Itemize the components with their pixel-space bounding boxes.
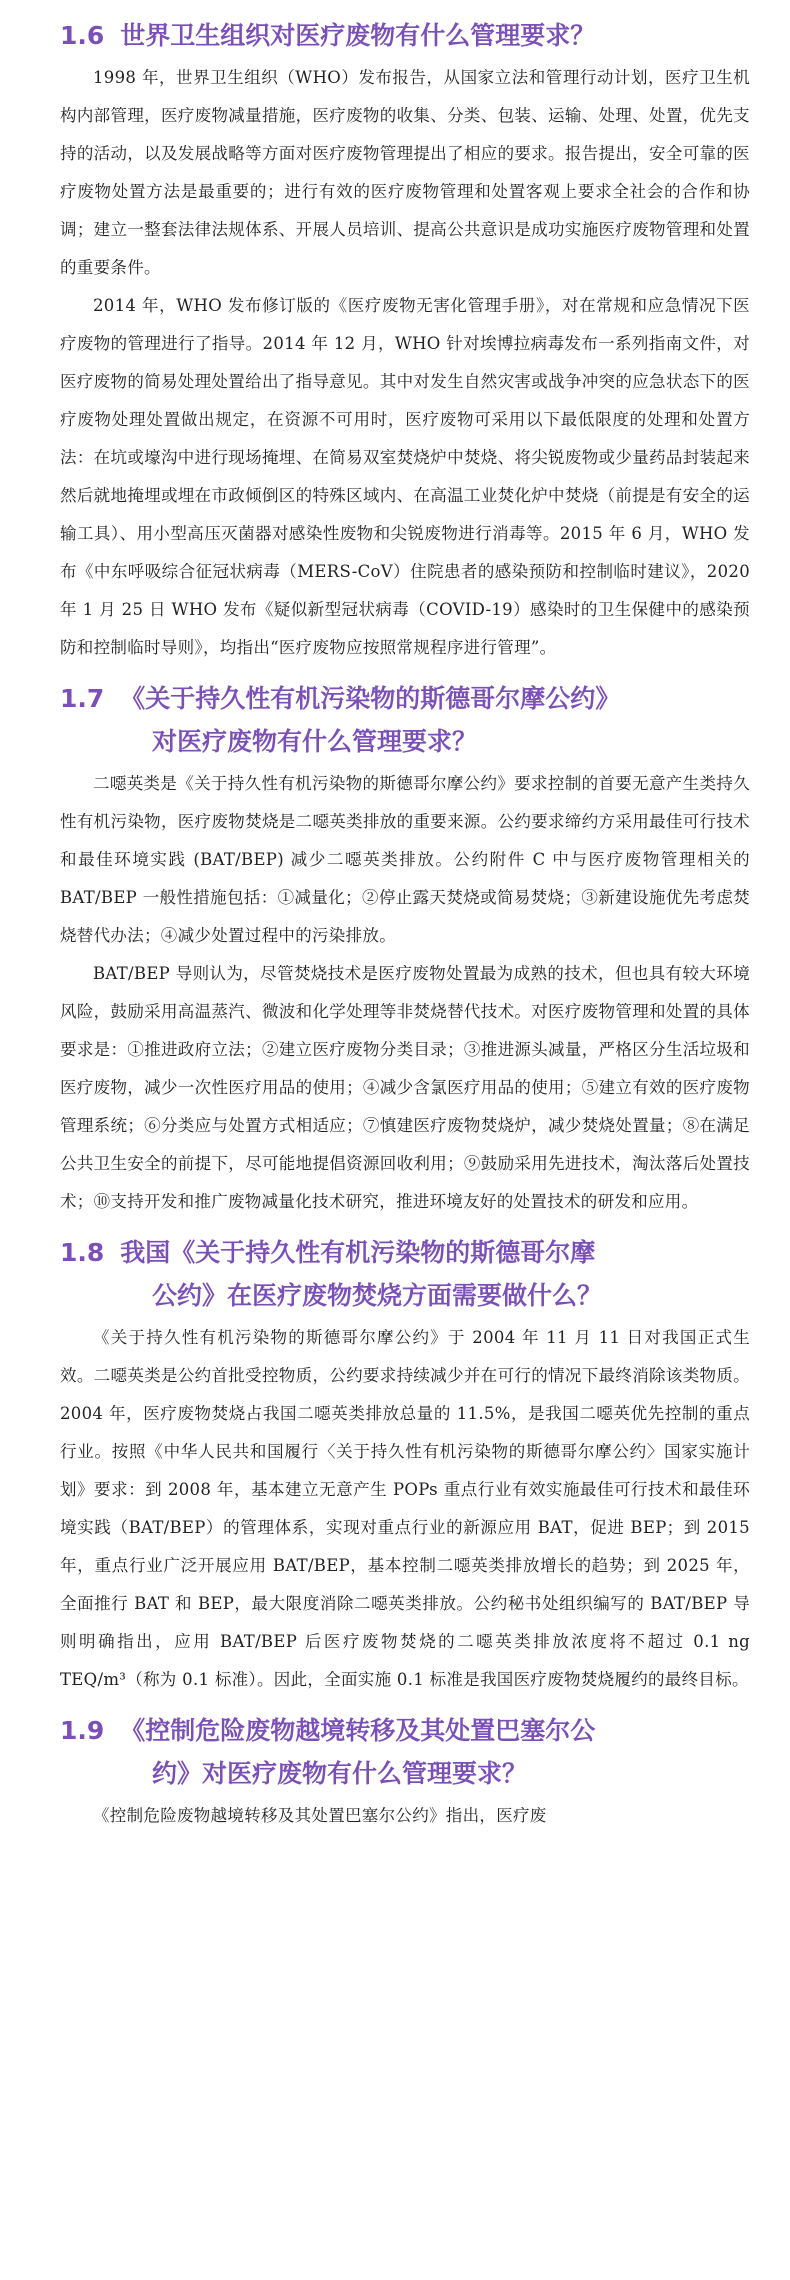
section-title-line1: 我国《关于持久性有机污染物的斯德哥尔摩 [120, 1238, 596, 1267]
section-number: 1.9 [60, 1716, 105, 1745]
section-title-line2: 公约》在医疗废物焚烧方面需要做什么？ [152, 1281, 603, 1310]
section-heading [60, 1705, 750, 1797]
paragraph: 《控制危险废物越境转移及其处置巴塞尔公约》指出，医疗废 [93, 1806, 547, 1825]
paragraph: 2014 年，WHO 发布修订版的《医疗废物无害化管理手册》，对在常规和应急情况下医疗废物的管理进行了指导。2014 年 12 月，WHO 针对埃博拉病毒发布一系列指南文件，对医疗废物的简易处理处置给出了指导意见。其中对发生自然灾害或战争冲突的应急状态下的医疗废物处理处置做出规定，在资源不可用时，医疗废物可采用以下最低限度的处理和处置方法：在坑或壕沟中进行现场掩埋、在简易双室焚烧炉中焚烧、将尖锐废物或少量药品封装起来然后就地掩埋或埋在市政倾倒区的特殊区域内、在高温工业焚化炉中焚烧（前提是有安全的运输工具）、用小型高压灭菌器对感染性废物和尖锐废物进行消毒等。2015 年 6 月，WHO 发布《中东呼吸综合征冠状病毒（MERS-CoV）住院患者的感染预防和控制临时建议》，2020 年 1 月 25 日 WHO 发布《疑似新型冠状病毒（COVID-19）感染时的卫生保健中的感染预防和控制临时导则》，均指出“医疗废物应按照常规程序进行管理”。 [60, 296, 750, 657]
section-heading [60, 1227, 750, 1319]
section-heading [60, 10, 750, 59]
section-heading [60, 673, 750, 765]
paragraph: BAT/BEP 导则认为，尽管焚烧技术是医疗废物处置最为成熟的技术，但也具有较大环境风险，鼓励采用高温蒸汽、微波和化学处理等非焚烧替代技术。对医疗废物管理和处置的具体要求是：①推进政府立法；②建立医疗废物分类目录；③推进源头减量，严格区分生活垃圾和医疗废物，减少一次性医疗用品的使用；④减少含氯医疗用品的使用；⑤建立有效的医疗废物管理系统；⑥分类应与处置方式相适应；⑦慎建医疗废物焚烧炉，减少焚烧处置量；⑧在满足公共卫生安全的前提下，尽可能地提倡资源回收利用；⑨鼓励采用先进技术，淘汰落后处置技术；⑩支持开发和推广废物减量化技术研究，推进环境友好的处置技术的研发和应用。 [60, 964, 750, 1211]
section-1-8 [60, 1227, 750, 1699]
section-number: 1.8 [60, 1238, 105, 1267]
section-1-7 [60, 673, 750, 1221]
section-1-9 [60, 1705, 750, 1835]
section-1-6 [60, 10, 750, 667]
paragraph: 二噁英类是《关于持久性有机污染物的斯德哥尔摩公约》要求控制的首要无意产生类持久性有机污染物，医疗废物焚烧是二噁英类排放的重要来源。公约要求缔约方采用最佳可行技术和最佳环境实践 (BAT/BEP) 减少二噁英类排放。公约附件 C 中与医疗废物管理相关的 BAT/BEP 一般性措施包括：①减量化；②停止露天焚烧或简易焚烧；③新建设施优先考虑焚烧替代办法；④减少处置过程中的污染排放。 [60, 774, 750, 945]
paragraph: 《关于持久性有机污染物的斯德哥尔摩公约》于 2004 年 11 月 11 日对我国正式生效。二噁英类是公约首批受控物质，公约要求持续减少并在可行的情况下最终消除该类物质。2004 年，医疗废物焚烧占我国二噁英类排放总量的 11.5%，是我国二噁英优先控制的重点行业。按照《中华人民共和国履行〈关于持久性有机污染物的斯德哥尔摩公约〉国家实施计划》要求：到 2008 年，基本建立无意产生 POPs 重点行业有效实施最佳可行技术和最佳环境实践（BAT/BEP）的管理体系，实现对重点行业的新源应用 BAT，促进 BEP；到 2015 年，重点行业广泛开展应用 BAT/BEP，基本控制二噁英类排放增长的趋势；到 2025 年，全面推行 BAT 和 BEP，最大限度消除二噁英类排放。公约秘书处组织编写的 BAT/BEP 导则明确指出，应用 BAT/BEP 后医疗废物焚烧的二噁英类排放浓度将不超过 0.1 ng TEQ/m³（称为 0.1 标准）。因此，全面实施 0.1 标准是我国医疗废物焚烧履约的最终目标。 [60, 1328, 750, 1689]
section-title: 世界卫生组织对医疗废物有什么管理要求？ [120, 21, 596, 50]
section-number: 1.7 [60, 684, 105, 713]
section-title-line2: 对医疗废物有什么管理要求？ [152, 727, 478, 756]
section-title-line1: 《关于持久性有机污染物的斯德哥尔摩公约》 [120, 684, 621, 713]
section-title-line1: 《控制危险废物越境转移及其处置巴塞尔公 [120, 1716, 596, 1745]
section-number: 1.6 [60, 21, 105, 50]
paragraph: 1998 年，世界卫生组织（WHO）发布报告，从国家立法和管理行动计划，医疗卫生机构内部管理，医疗废物减量措施，医疗废物的收集、分类、包装、运输、处理、处置，优先支持的活动，以及发展战略等方面对医疗废物管理提出了相应的要求。报告提出，安全可靠的医疗废物处置方法是最重要的；进行有效的医疗废物管理和处置客观上要求全社会的合作和协调；建立一整套法律法规体系、开展人员培训、提高公共意识是成功实施医疗废物管理和处置的重要条件。 [60, 68, 750, 277]
section-title-line2: 约》对医疗废物有什么管理要求？ [152, 1759, 528, 1788]
